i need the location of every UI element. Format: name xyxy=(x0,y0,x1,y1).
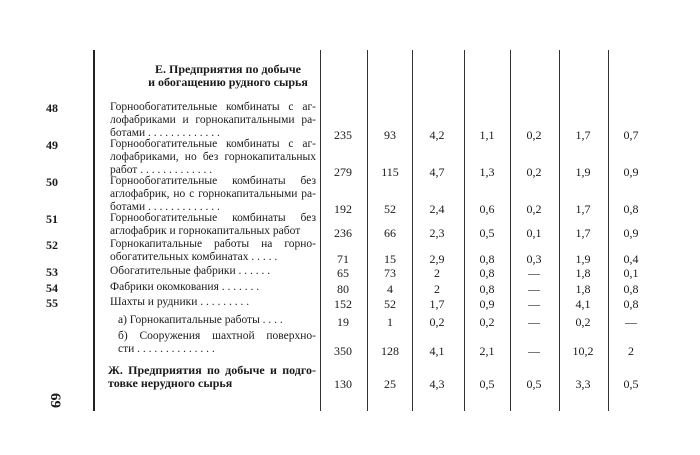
page-number: 69 xyxy=(47,393,63,408)
table-cell: 0,8 xyxy=(479,266,495,280)
table-cell: 52 xyxy=(384,202,396,216)
table-cell: 2 xyxy=(628,344,634,358)
row-description xyxy=(110,175,316,214)
table-cell: 2,4 xyxy=(429,202,445,216)
table-cell: 1,7 xyxy=(429,297,445,311)
row-description xyxy=(110,138,316,177)
table-cell: 15 xyxy=(384,252,396,266)
row-number: 52 xyxy=(46,238,58,252)
table-cell: 0,8 xyxy=(623,297,639,311)
description-line: аглофабрик и горнокапитальных работ xyxy=(110,225,301,237)
table-cell: 2,1 xyxy=(479,344,495,358)
table-cell: 0,5 xyxy=(479,226,495,240)
row-description xyxy=(110,281,316,294)
description-line: а) Горнокапитальные работы . . . . xyxy=(118,314,283,326)
table-cell: 0,4 xyxy=(623,252,639,266)
description-line: Горнообогатительные комбинаты без xyxy=(110,212,316,224)
table-cell: 115 xyxy=(381,165,399,179)
table-cell: — xyxy=(528,344,540,358)
table-cell: 65 xyxy=(337,266,349,280)
table-cell: 0,2 xyxy=(526,202,542,216)
table-cell: — xyxy=(528,266,540,280)
table-cell: 0,3 xyxy=(526,252,542,266)
table-cell: 0,1 xyxy=(526,226,542,240)
column-rule xyxy=(93,50,95,411)
table-cell: 80 xyxy=(337,282,349,296)
description-line: лофабриками, но без горнокапитальных xyxy=(110,151,316,163)
table-cell: 279 xyxy=(334,165,352,179)
table-cell: 350 xyxy=(334,344,352,358)
row-description xyxy=(110,212,316,238)
table-cell: 0,5 xyxy=(479,377,495,391)
table-cell: 0,2 xyxy=(429,315,445,329)
description-line: ботами . . . . . . . . . . . . . xyxy=(110,201,220,213)
description-line: Горнообогатительные комбинаты с аг- xyxy=(110,101,316,113)
table-cell: 0,5 xyxy=(526,377,542,391)
table-cell: 0,7 xyxy=(623,128,639,142)
table-cell: 0,6 xyxy=(479,202,495,216)
table-cell: 19 xyxy=(337,315,349,329)
description-line: Горнообогатительные комбинаты без xyxy=(110,175,316,187)
description-line: Шахты и рудники . . . . . . . . . xyxy=(110,296,250,308)
description-line: работ . . . . . . . . . . . . . xyxy=(110,164,213,176)
row-description xyxy=(118,330,316,356)
table-cell: — xyxy=(625,315,637,329)
row-description xyxy=(110,265,316,278)
table-cell: 0,8 xyxy=(479,252,495,266)
table-cell: 93 xyxy=(384,128,396,142)
table-cell: — xyxy=(528,315,540,329)
table-cell: 128 xyxy=(381,344,399,358)
table-cell: 3,3 xyxy=(575,377,591,391)
table-cell: 10,2 xyxy=(572,344,594,358)
table-cell: — xyxy=(528,297,540,311)
description-line: сти . . . . . . . . . . . . . . xyxy=(118,343,215,355)
description-line: б) Сооружения шахтной поверхно- xyxy=(118,330,316,342)
table-cell: 52 xyxy=(384,297,396,311)
table-cell: 25 xyxy=(384,377,396,391)
description-line: Горнообогатительные комбинаты с аг- xyxy=(110,138,316,150)
description-line: Горнокапитальные работы на горно- xyxy=(110,238,316,250)
table-cell: 2,9 xyxy=(429,252,445,266)
description-line: аглофабрик, но с горнокапитальными ра- xyxy=(110,188,316,200)
row-number: 51 xyxy=(46,212,58,226)
table-cell: 73 xyxy=(384,266,396,280)
section-e-heading xyxy=(143,63,313,89)
table-cell: 4,7 xyxy=(429,165,445,179)
table-cell: 4,1 xyxy=(575,297,591,311)
table-cell: 1,8 xyxy=(575,266,591,280)
table-cell: 0,2 xyxy=(526,165,542,179)
section-zh-heading xyxy=(108,364,316,390)
table-cell: 1,9 xyxy=(575,165,591,179)
table-cell: 4,2 xyxy=(429,128,445,142)
table-cell: 0,9 xyxy=(623,226,639,240)
row-number: 48 xyxy=(46,101,58,115)
table-cell: 1,7 xyxy=(575,226,591,240)
section-e-line1: Е. Предприятия по добыче xyxy=(155,62,301,76)
table-cell: 1,7 xyxy=(575,128,591,142)
description-line: обогатительных комбинатах . . . . . xyxy=(110,251,278,263)
table-cell: 0,8 xyxy=(623,202,639,216)
table-cell: 130 xyxy=(334,377,352,391)
table-cell: 1,7 xyxy=(575,202,591,216)
row-description xyxy=(110,101,316,140)
table-cell: 1,9 xyxy=(575,252,591,266)
description-line: ботами . . . . . . . . . . . . . xyxy=(110,127,220,139)
table-cell: 192 xyxy=(334,202,352,216)
table-cell: 0,5 xyxy=(623,377,639,391)
row-number: 53 xyxy=(46,265,58,279)
table-cell: 0,1 xyxy=(623,266,639,280)
table-cell: 0,8 xyxy=(479,282,495,296)
table-cell: 1 xyxy=(387,315,393,329)
table-cell: 4,3 xyxy=(429,377,445,391)
table-cell: 1,8 xyxy=(575,282,591,296)
row-number: 49 xyxy=(46,138,58,152)
row-description xyxy=(118,314,316,327)
row-number: 55 xyxy=(46,296,58,310)
table-cell: 0,8 xyxy=(623,282,639,296)
table-cell: 1,1 xyxy=(479,128,495,142)
table-cell: 152 xyxy=(334,297,352,311)
row-number: 54 xyxy=(46,281,58,295)
description-line: Фабрики окомкования . . . . . . . xyxy=(110,281,260,293)
table-cell: 1,3 xyxy=(479,165,495,179)
section-zh-line2: товке нерудного сырья xyxy=(108,376,233,390)
table-cell: 4,1 xyxy=(429,344,445,358)
description-line: лофабриками и горнокапитальными ра- xyxy=(110,114,316,126)
table-cell: 0,2 xyxy=(526,128,542,142)
row-number: 50 xyxy=(46,175,58,189)
table-cell: 66 xyxy=(384,226,396,240)
row-description xyxy=(110,238,316,264)
table-cell: 235 xyxy=(334,128,352,142)
table-cell: 2 xyxy=(434,266,440,280)
section-zh-line1: Ж. Предприятия по добыче и подго- xyxy=(108,363,316,377)
table-cell: 0,9 xyxy=(479,297,495,311)
section-e-line2: и обогащению рудного сырья xyxy=(148,75,308,89)
table-cell: 2,3 xyxy=(429,226,445,240)
table-cell: 0,2 xyxy=(575,315,591,329)
table-cell: 236 xyxy=(334,226,352,240)
table-cell: 0,2 xyxy=(479,315,495,329)
table-cell: 0,9 xyxy=(623,165,639,179)
row-description xyxy=(110,296,316,309)
table-cell: 71 xyxy=(337,252,349,266)
table-cell: 2 xyxy=(434,282,440,296)
description-line: Обогатительные фабрики . . . . . . xyxy=(110,265,271,277)
table-cell: — xyxy=(528,282,540,296)
table-cell: 4 xyxy=(387,282,393,296)
